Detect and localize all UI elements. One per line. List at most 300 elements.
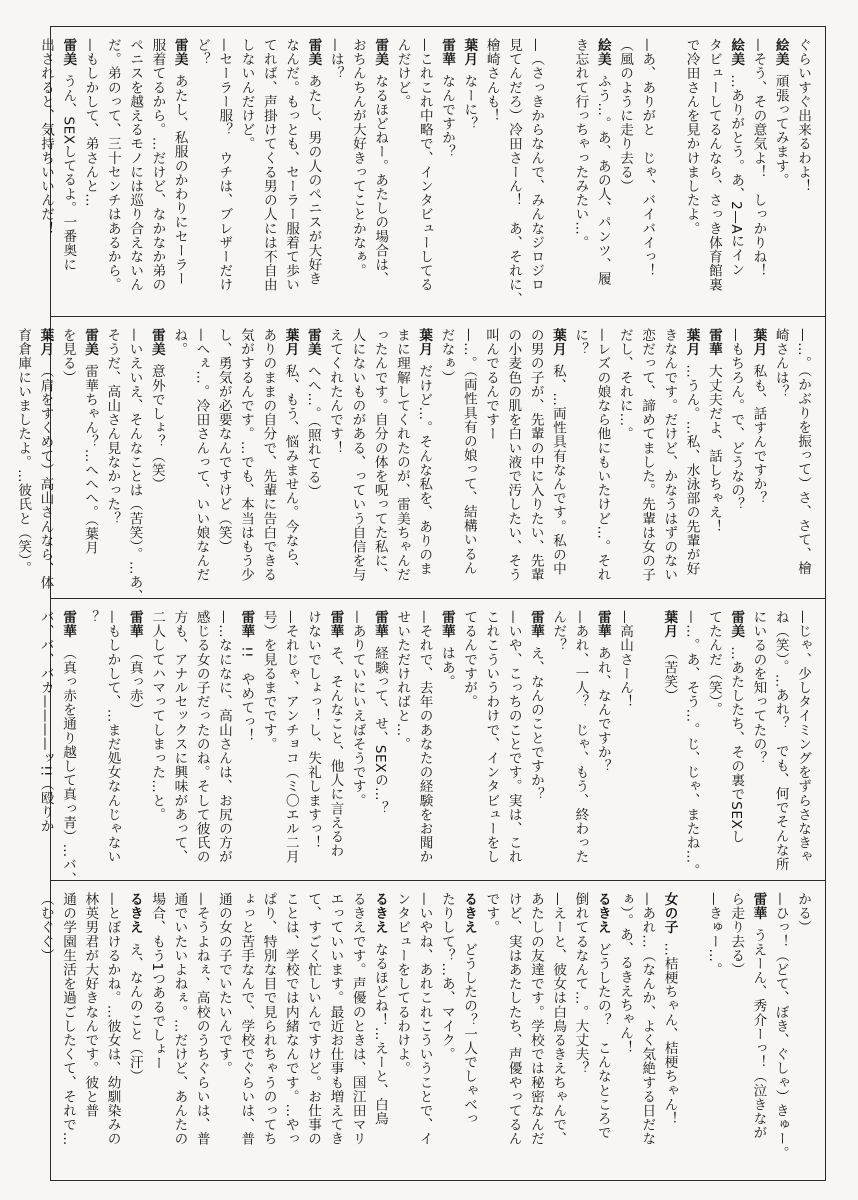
dialogue-text: 服着てるから。…だけど、なかなか弟の bbox=[149, 38, 166, 292]
dialogue-line bbox=[680, 38, 702, 308]
dialogue-line bbox=[146, 328, 168, 590]
dialogue-text: （真っ赤を通り越して真っ青）…バ、 bbox=[60, 646, 76, 886]
dialogue-text: （肩をすくめて）高山さんなら、体 bbox=[37, 364, 54, 590]
dialogue-text: タビューしてるんなら、さっき体育館裏 bbox=[705, 38, 722, 292]
dialogue-line bbox=[280, 38, 302, 308]
dialogue-text: 檜崎さんも！ bbox=[483, 38, 500, 123]
dialogue-line bbox=[302, 610, 324, 872]
speaker-name: 雷美 bbox=[148, 328, 165, 357]
dialogue-text: ょっと苦手なんで、学校でぐらいは、普 bbox=[238, 892, 255, 1146]
dialogue-line bbox=[769, 610, 791, 872]
speaker-name: 葉月 bbox=[683, 328, 700, 357]
dialogue-line bbox=[369, 38, 391, 308]
dialogue-text: なんですか？ bbox=[439, 74, 456, 159]
dialogue-text: —…。あ、そう…。じ、じゃ、またね…。 bbox=[683, 610, 700, 878]
speaker-name: 雷美 bbox=[372, 38, 389, 67]
dialogue-line bbox=[391, 892, 413, 1172]
dialogue-line bbox=[614, 38, 636, 308]
speaker-name: 雷美 bbox=[171, 38, 188, 67]
dialogue-line bbox=[680, 328, 702, 590]
dialogue-line bbox=[391, 38, 413, 308]
dialogue-line bbox=[703, 892, 725, 1172]
dialogue-text: —いやね、あれこれこういうことで、イ bbox=[416, 892, 433, 1146]
dialogue-line bbox=[525, 38, 547, 308]
speaker-name: るきえ bbox=[126, 892, 143, 935]
dialogue-text: しないんだけど。 bbox=[238, 38, 255, 151]
dialogue-text: —そうよねぇ、高校のうちぐらいは、普 bbox=[193, 892, 210, 1146]
dialogue-line bbox=[458, 38, 480, 308]
dialogue-text: …桔梗ちゃん、桔梗ちゃん！ bbox=[661, 942, 678, 1126]
dialogue-line bbox=[124, 38, 146, 308]
speaker-name: 雷華 bbox=[750, 892, 767, 921]
speaker-name: 雷華 bbox=[705, 328, 722, 357]
dialogue-line bbox=[168, 38, 190, 308]
dialogue-text: 見てんだろ）冷田さーん！ あ、それに、 bbox=[505, 38, 522, 306]
speaker-name: 葉月 bbox=[37, 328, 54, 357]
dialogue-line bbox=[525, 892, 547, 1172]
dialogue-line bbox=[503, 38, 525, 308]
speaker-name: 葉月 bbox=[549, 328, 566, 357]
dialogue-text: （風のように走り去る） bbox=[617, 38, 634, 194]
dialogue-line bbox=[146, 38, 168, 308]
dialogue-line bbox=[368, 328, 390, 590]
interview-column-1 bbox=[38, 38, 814, 308]
dialogue-text: です。 bbox=[483, 892, 500, 935]
dialogue-line bbox=[458, 610, 480, 872]
speaker-name: 雷美 bbox=[82, 328, 98, 357]
speaker-name: 雷華 bbox=[126, 610, 143, 639]
dialogue-text: 通の女の子でいたいんです。 bbox=[215, 892, 232, 1076]
dialogue-line bbox=[792, 328, 814, 590]
dialogue-text: これこういうわけで、インタビューをし bbox=[483, 610, 500, 864]
speaker-name: 葉月 bbox=[750, 328, 767, 357]
speaker-name: 雷美 bbox=[60, 38, 77, 67]
dialogue-line bbox=[168, 892, 190, 1172]
dialogue-line bbox=[12, 328, 34, 590]
dialogue-line bbox=[123, 328, 145, 604]
dialogue-text: 私も、話すんですか？ bbox=[750, 364, 767, 506]
dialogue-text: し、勇気が必要なんですけど（笑） bbox=[215, 328, 232, 554]
dialogue-text: 意外でしょ？（笑） bbox=[148, 364, 165, 492]
dialogue-line bbox=[569, 892, 591, 1172]
dialogue-text: ンタビューをしてるわけよ。 bbox=[394, 892, 411, 1076]
dialogue-text: …うん。…私、水泳部の先輩が好 bbox=[683, 364, 700, 576]
dialogue-text: —それじゃ、アンチョコ（ミ〇エル二月 bbox=[282, 610, 299, 864]
dialogue-line bbox=[302, 892, 324, 1172]
dialogue-line bbox=[347, 38, 369, 308]
speaker-name: 雷華 bbox=[438, 610, 455, 639]
dialogue-line bbox=[502, 892, 524, 1172]
dialogue-text: なんだ。もっとも、セーラー服着て歩い bbox=[283, 38, 300, 292]
dialogue-line bbox=[101, 328, 123, 590]
dialogue-line bbox=[436, 892, 458, 1172]
speaker-name: 雷華 bbox=[439, 38, 456, 67]
dialogue-line bbox=[458, 892, 480, 1172]
dialogue-line bbox=[235, 38, 257, 308]
dialogue-text: きなんです。だけど、かなうはずのない bbox=[661, 328, 678, 582]
dialogue-line bbox=[681, 892, 703, 1172]
dialogue-line bbox=[79, 328, 101, 590]
dialogue-text: …あたしたち、その裏でSEXし bbox=[728, 646, 745, 844]
dialogue-text: —は？ bbox=[327, 38, 344, 81]
dialogue-text: —もしかして、弟さんと… bbox=[82, 38, 99, 208]
dialogue-text: 通の学園生活を過ごしたくて、それで… bbox=[60, 892, 76, 1146]
dialogue-text: に？ bbox=[572, 328, 589, 357]
dialogue-line bbox=[257, 328, 279, 590]
dialogue-text: うん、SEXしてるよ。一番奥に bbox=[60, 74, 77, 272]
dialogue-text: —えーと、彼女は白鳥るきえちゃんで、 bbox=[550, 892, 567, 1146]
dialogue-line bbox=[747, 610, 769, 872]
dialogue-text: を見る） bbox=[59, 328, 76, 385]
dialogue-line bbox=[258, 38, 280, 308]
speaker-name: るきえ bbox=[461, 892, 478, 935]
dialogue-line bbox=[212, 328, 234, 590]
dialogue-line bbox=[703, 610, 725, 872]
dialogue-text: —あ、ありがと じゃ、バイバイっ！ bbox=[639, 38, 656, 278]
dialogue-line bbox=[569, 38, 591, 308]
dialogue-text: —いや、こっちのことです。実は、これ bbox=[505, 610, 522, 864]
dialogue-line bbox=[502, 328, 524, 590]
dialogue-text: あたしの友達です。学校では秘密なんだ bbox=[527, 892, 544, 1146]
dialogue-line bbox=[502, 610, 524, 872]
dialogue-line bbox=[190, 892, 212, 1172]
dialogue-text: —もちろん。で、どうなの？ bbox=[728, 328, 745, 512]
dialogue-line bbox=[591, 610, 613, 872]
dialogue-line bbox=[190, 328, 212, 590]
dialogue-text: の小麦色の肌を白い液で汚したい、そう bbox=[505, 328, 522, 582]
dialogue-line bbox=[235, 328, 257, 590]
dialogue-text: そ、そんなこと、他人に言えるわ bbox=[327, 646, 344, 858]
dialogue-line bbox=[636, 892, 658, 1172]
dialogue-text: 私、…両性具有なんです。私の中 bbox=[549, 364, 566, 576]
dialogue-text: —もしかして、…まだ処女なんじゃない bbox=[104, 610, 121, 864]
dialogue-text: けないでしょっ！し、失礼しますっ！ bbox=[305, 610, 322, 850]
dialogue-line bbox=[658, 38, 680, 308]
dialogue-line bbox=[324, 610, 346, 872]
interview-column-4 bbox=[37, 892, 814, 1172]
dialogue-line bbox=[569, 328, 591, 590]
dialogue-line bbox=[146, 610, 168, 872]
dialogue-text: —ひっ！（どて、ぼき、ぐしゃ）きゅー。 bbox=[772, 892, 789, 1160]
dialogue-text: だし、それに…。 bbox=[616, 328, 633, 441]
dialogue-text: 気がするんです。…でも、本当はもう少 bbox=[237, 328, 254, 582]
dialogue-line bbox=[525, 610, 547, 872]
dialogue-line bbox=[413, 892, 435, 1172]
speaker-name: るきえ bbox=[594, 892, 611, 935]
dialogue-text: —へぇ…。冷田さんって、いい娘なんだ bbox=[193, 328, 210, 582]
dialogue-text: —セーラー服？ ウチは、ブレザーだけ bbox=[216, 38, 233, 292]
dialogue-line bbox=[436, 38, 458, 308]
top-rule bbox=[50, 26, 826, 27]
dialogue-line bbox=[792, 892, 814, 1172]
dialogue-text: あたし、私服のかわりにセーラー bbox=[171, 74, 188, 286]
dialogue-text: ぱり、特別な目で見られちゃうのってち bbox=[260, 892, 277, 1146]
dialogue-line bbox=[79, 38, 101, 308]
dialogue-text: 頑張ってみます。 bbox=[772, 74, 789, 188]
dialogue-line bbox=[124, 892, 146, 1172]
bottom-rule bbox=[50, 1180, 826, 1181]
speaker-name: 葉月 bbox=[282, 328, 299, 357]
speaker-name: 絵美 bbox=[728, 38, 745, 67]
dialogue-text: 出されると、気持ちいいんだ！ bbox=[38, 38, 54, 236]
dialogue-line bbox=[747, 892, 769, 1172]
speaker-name: 雷美 bbox=[304, 328, 321, 357]
dialogue-text: えてくれたんです！ bbox=[327, 328, 344, 455]
speaker-name: 雷華 bbox=[327, 610, 344, 639]
dialogue-line bbox=[102, 38, 124, 308]
dialogue-line bbox=[725, 892, 747, 1172]
dialogue-text: 倒れてるなんて…。大丈夫？ bbox=[572, 892, 589, 1076]
dialogue-text: ね（笑）。…あれ？ でも、何でそんな所 bbox=[772, 610, 789, 872]
dialogue-line bbox=[680, 610, 702, 878]
dialogue-text: るきえです。声優のときは、国江田マリ bbox=[349, 892, 366, 1146]
dialogue-text: たりして？…あ、マイク。 bbox=[438, 892, 455, 1062]
dialogue-text: え、なんのことですか？ bbox=[527, 646, 544, 802]
dialogue-line bbox=[413, 610, 435, 872]
dialogue-line bbox=[480, 328, 502, 590]
dialogue-line bbox=[614, 892, 636, 1172]
speaker-name: るきえ bbox=[371, 892, 388, 935]
dialogue-line bbox=[34, 892, 56, 1172]
dialogue-text: どうしたの？一人でしゃべっ bbox=[461, 942, 478, 1126]
speaker-name: 絵美 bbox=[594, 38, 611, 67]
dialogue-text: ね。 bbox=[171, 328, 188, 357]
dialogue-line bbox=[124, 610, 146, 872]
dialogue-text: エっていいます。最近お仕事も増えてき bbox=[327, 892, 344, 1146]
dialogue-line bbox=[324, 892, 346, 1172]
dialogue-line bbox=[524, 328, 546, 590]
dialogue-text: なーに？ bbox=[461, 74, 478, 131]
speaker-name: 雷華 bbox=[60, 610, 76, 639]
dialogue-text: にいるのを知ってたの？ bbox=[750, 610, 767, 766]
speaker-name: 雷華 bbox=[238, 610, 255, 639]
dialogue-text: ら走り去る） bbox=[728, 892, 745, 977]
speaker-name: 雷華 bbox=[594, 610, 611, 639]
dialogue-text: だなぁ） bbox=[438, 328, 455, 385]
dialogue-text: 感じる女の子だったのね。そして彼氏の bbox=[193, 610, 210, 864]
dialogue-line bbox=[34, 610, 56, 872]
dialogue-line bbox=[435, 328, 457, 590]
section-divider-3 bbox=[50, 880, 826, 881]
dialogue-text: あれ、なんですか？ bbox=[594, 646, 611, 774]
dialogue-text: んだ？ bbox=[550, 610, 567, 653]
dialogue-line bbox=[79, 892, 101, 1172]
dialogue-text: —そう、その意気よ！ しっかりね！ bbox=[750, 38, 767, 278]
dialogue-line bbox=[636, 38, 658, 308]
dialogue-text: そうだ、高山さん見なかった？ bbox=[104, 328, 121, 526]
dialogue-text: 林英男君が大好きなんです。彼と普 bbox=[82, 892, 99, 1118]
dialogue-text: ぁ）。あ、るきえちゃん！ bbox=[617, 892, 634, 1055]
dialogue-text: かる） bbox=[795, 892, 811, 935]
dialogue-line bbox=[547, 892, 569, 1172]
dialogue-text: —…。（かぶりを振って）さ、さて、檜 bbox=[795, 328, 811, 575]
dialogue-text: まに理解してくれたのが、雷美ちゃんだ bbox=[393, 328, 410, 582]
dialogue-text: !! やめてっ！ bbox=[238, 646, 255, 743]
dialogue-text: てたんだ（笑）。 bbox=[705, 610, 722, 716]
speaker-name: 絵美 bbox=[772, 38, 789, 67]
dialogue-line bbox=[569, 610, 591, 872]
speaker-name: 雷美 bbox=[728, 610, 745, 639]
dialogue-line bbox=[658, 328, 680, 590]
dialogue-line bbox=[346, 892, 368, 1172]
dialogue-line bbox=[658, 892, 680, 1172]
dialogue-text: 大丈夫だよ、話しちゃえ！ bbox=[705, 364, 722, 534]
speaker-name: 女の子 bbox=[661, 892, 678, 935]
dialogue-line bbox=[792, 610, 814, 872]
dialogue-text: 雷華ちゃん？…へへへ。（葉月 bbox=[82, 364, 98, 555]
dialogue-line bbox=[703, 328, 725, 590]
dialogue-text: ？ bbox=[82, 610, 99, 625]
dialogue-text: 通でいたいよねぇ。…だけど、あんたの bbox=[171, 892, 188, 1146]
dialogue-line bbox=[547, 610, 569, 872]
dialogue-text: —（さっきからなんで、みんなジロジロ bbox=[528, 38, 545, 292]
dialogue-line bbox=[658, 610, 680, 872]
dialogue-line bbox=[636, 610, 658, 872]
dialogue-line bbox=[213, 38, 235, 308]
dialogue-line bbox=[591, 38, 613, 308]
interview-column-3 bbox=[37, 610, 814, 886]
dialogue-text: —きゅー…。 bbox=[705, 892, 722, 977]
dialogue-text: てるんですが。 bbox=[461, 610, 478, 709]
dialogue-text: おちんちんが大好きってことかなぁ。 bbox=[349, 38, 366, 278]
dialogue-line bbox=[480, 892, 502, 1172]
dialogue-line bbox=[725, 610, 747, 872]
dialogue-text: てれば、声掛けてくる男の人には不自由 bbox=[260, 38, 277, 292]
dialogue-line bbox=[480, 38, 502, 308]
dialogue-line bbox=[369, 610, 391, 872]
dialogue-text: —ありていにいえばそうです。 bbox=[349, 610, 366, 808]
dialogue-line bbox=[57, 892, 79, 1172]
dialogue-text: 私、もう、悩みません。今なら、 bbox=[282, 364, 299, 576]
dialogue-line bbox=[302, 38, 324, 308]
dialogue-line bbox=[235, 892, 257, 1172]
dialogue-line bbox=[458, 328, 480, 590]
dialogue-line bbox=[101, 892, 123, 1172]
dialogue-line bbox=[369, 892, 391, 1172]
dialogue-line bbox=[391, 328, 413, 590]
dialogue-line bbox=[703, 38, 725, 308]
dialogue-line bbox=[725, 328, 747, 590]
dialogue-text: けど、実はあたしたち、声優やってるん bbox=[505, 892, 522, 1146]
dialogue-line bbox=[436, 610, 458, 872]
dialogue-text: で冷田さんを見かけましたよ。 bbox=[683, 38, 700, 236]
dialogue-text: 号）を見るまでです。 bbox=[260, 610, 277, 751]
dialogue-line bbox=[413, 328, 435, 590]
dialogue-text: の男の子が、先輩の中に入りたい、先輩 bbox=[527, 328, 544, 582]
dialogue-line bbox=[547, 328, 569, 590]
dialogue-text: —これこれ中略で、インタビューしてる bbox=[416, 38, 433, 292]
dialogue-line bbox=[414, 38, 436, 308]
dialogue-line bbox=[213, 610, 235, 872]
dialogue-text: なるほどね！…えーと、白鳥 bbox=[371, 942, 388, 1126]
dialogue-text: —それで、去年のあなたの経験をお聞か bbox=[416, 610, 433, 864]
dialogue-line bbox=[391, 610, 413, 872]
dialogue-text: 方も、アナルセックスに興味があって、 bbox=[171, 610, 188, 864]
dialogue-text: —じゃ、少しタイミングをずらさなきゃ bbox=[795, 610, 811, 864]
dialogue-line bbox=[101, 610, 123, 872]
dialogue-text: ことは、学校では内緒なんです。…やっ bbox=[282, 892, 299, 1146]
dialogue-line bbox=[79, 610, 101, 872]
dialogue-text: バ、バ、バカ————ッ!!（殴りか bbox=[37, 610, 54, 834]
dialogue-text: ど？ bbox=[193, 38, 210, 67]
dialogue-line bbox=[769, 892, 791, 1172]
dialogue-line bbox=[34, 328, 56, 590]
speaker-name: 雷華 bbox=[371, 610, 388, 639]
dialogue-line bbox=[769, 328, 791, 590]
dialogue-line bbox=[769, 38, 791, 308]
dialogue-text: へへ…。（照れてる） bbox=[304, 364, 321, 499]
speaker-name: 葉月 bbox=[461, 38, 478, 67]
dialogue-line bbox=[747, 38, 769, 308]
dialogue-text: （むぐぐ） bbox=[37, 892, 54, 963]
dialogue-line bbox=[591, 328, 613, 590]
dialogue-text: 人にないものがある、っていう自信を与 bbox=[349, 328, 366, 582]
dialogue-text: —…なになに、高山さんは、お尻の方が bbox=[215, 610, 232, 864]
dialogue-text: 叫んでるんですー bbox=[483, 328, 500, 441]
dialogue-line bbox=[57, 610, 79, 886]
dialogue-text: だけど…。そんな私を、ありのま bbox=[416, 364, 433, 576]
dialogue-line bbox=[190, 610, 212, 872]
dialogue-line bbox=[191, 38, 213, 308]
dialogue-line bbox=[56, 328, 78, 590]
dialogue-text: はあ。 bbox=[438, 646, 455, 689]
dialogue-line bbox=[146, 892, 168, 1172]
dialogue-text: （苦笑） bbox=[661, 646, 678, 703]
section-divider-1 bbox=[50, 316, 826, 317]
dialogue-text: 場合、もう1つあるでしょー bbox=[149, 892, 166, 1071]
dialogue-line bbox=[213, 892, 235, 1172]
dialogue-line bbox=[792, 38, 814, 308]
dialogue-text: —いえいえ、そんなことは（苦笑）。…あ、 bbox=[126, 328, 143, 604]
dialogue-line bbox=[257, 892, 279, 1172]
speaker-name: 雷美 bbox=[305, 38, 322, 67]
dialogue-line bbox=[613, 328, 635, 590]
dialogue-line bbox=[57, 38, 79, 308]
dialogue-text: 崎さんは？ bbox=[772, 328, 789, 399]
dialogue-text: うえーん、秀介ーっ！（泣きなが bbox=[750, 928, 767, 1140]
dialogue-line bbox=[35, 38, 57, 308]
dialogue-line bbox=[591, 892, 613, 1172]
dialogue-text: 育倉庫にいましたよ。…彼氏と（笑）。 bbox=[15, 328, 32, 575]
dialogue-text: —…。（両性具有の娘って、結構いるん bbox=[460, 328, 477, 575]
dialogue-line bbox=[280, 892, 302, 1172]
dialogue-text: どうしたの？ こんなところで bbox=[594, 942, 611, 1140]
dialogue-text: 経験って、せ、SEXの…？ bbox=[371, 646, 388, 816]
dialogue-line bbox=[614, 610, 636, 872]
dialogue-line bbox=[480, 610, 502, 872]
dialogue-line bbox=[346, 328, 368, 590]
speaker-name: 葉月 bbox=[416, 328, 433, 357]
section-divider-2 bbox=[50, 598, 826, 599]
dialogue-text: だ。弟のって、三十センチはあるから。 bbox=[104, 38, 121, 292]
dialogue-text: ペニスを越えるモノには巡り合えないん bbox=[127, 38, 144, 292]
interview-column-2 bbox=[15, 328, 814, 604]
dialogue-text: せいただければと…。 bbox=[394, 610, 411, 751]
dialogue-line bbox=[235, 610, 257, 872]
dialogue-text: …ありがとう。あ、2—Aにイン bbox=[728, 74, 745, 277]
speaker-name: 葉月 bbox=[661, 610, 678, 639]
dialogue-text: 二人してハマってしまった…と。 bbox=[149, 610, 166, 822]
dialogue-line bbox=[279, 328, 301, 590]
dialogue-line bbox=[346, 610, 368, 872]
dialogue-text: え、なんのこと（汗） bbox=[126, 942, 143, 1084]
dialogue-line bbox=[725, 38, 747, 308]
dialogue-text: ありのままの自分で、先輩に告白できる bbox=[260, 328, 277, 582]
dialogue-text: ったんです。自分の体を呪ってた私に、 bbox=[371, 328, 388, 582]
dialogue-line bbox=[257, 610, 279, 872]
dialogue-line bbox=[636, 328, 658, 590]
dialogue-text: —レズの娘なら他にもいたけど…。それ bbox=[594, 328, 611, 582]
